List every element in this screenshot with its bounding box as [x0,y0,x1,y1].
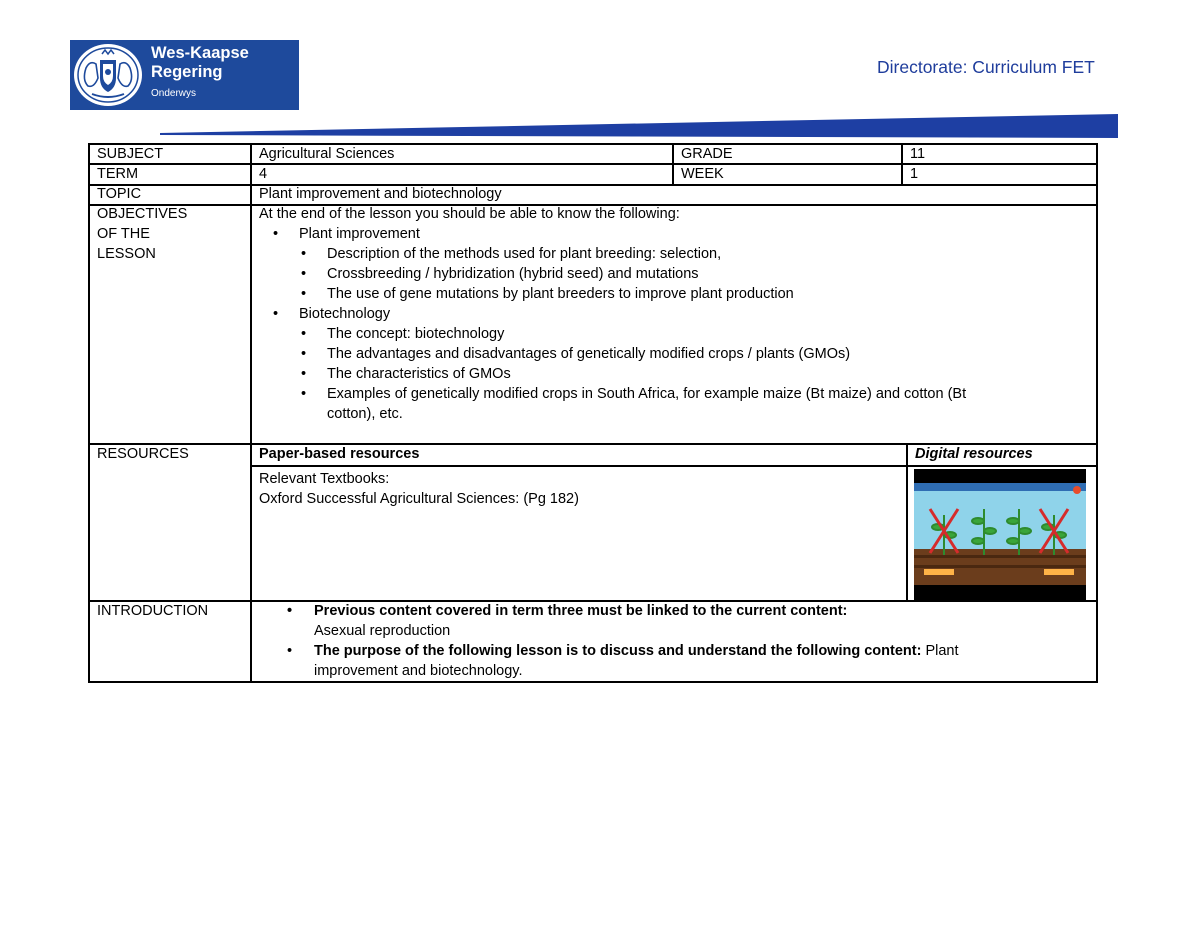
list-item [259,384,1096,424]
objectives-label-line: OF THE [97,226,150,242]
list-item: • The characteristics of GMOs [259,364,1096,384]
digital-resources-heading: Digital resources [915,446,1033,462]
logo-text-line2: Regering [151,63,223,81]
list-item: • Previous content covered in term three must be linked to the current content: [259,601,1096,621]
table-border-bottom [88,681,1098,683]
topic-value: Plant improvement and biotechnology [259,186,502,202]
introduction-label: INTRODUCTION [97,603,209,619]
term-label: TERM [97,166,139,182]
list-item: • Plant improvement [259,224,1096,244]
relevant-textbooks-label: Relevant Textbooks: [259,471,390,487]
resources-label: RESOURCES [97,446,189,462]
table-row-divider [88,163,1098,165]
introduction-content [252,601,1096,681]
topic-label: TOPIC [97,186,142,202]
lesson-plan-table [88,143,1098,683]
relevant-textbooks [252,469,579,509]
week-value: 1 [910,166,919,182]
list-item-text: improvement and biotechnology. [314,663,523,679]
intro-2-bold: The purpose of the following lesson is to discuss and understand the following content: [314,643,922,659]
table-col-divider [906,443,908,601]
list-item-text: Asexual reproduction [314,623,451,639]
table-border-top [88,143,1098,145]
grade-value: 11 [910,146,926,162]
coat-of-arms-icon [72,42,144,108]
list-item: • The concept: biotechnology [259,324,1096,344]
paper-resources-heading: Paper-based resources [259,446,420,462]
subject-value: Agricultural Sciences [259,146,395,162]
list-item: • Description of the methods used for plant breeding: selection, [259,244,1096,264]
logo-text-line3: Onderwys [151,88,197,99]
table-row-divider [250,465,1098,467]
objectives-label [90,204,187,264]
objectives-content [252,204,1096,424]
table-row-divider [88,184,1098,186]
header-divider-bar [160,114,1118,138]
list-item: • Crossbreeding / hybridization (hybrid seed) and mutations [259,264,1096,284]
list-item: • The use of gene mutations by plant breeders to improve plant production [259,284,1096,304]
grade-label: GRADE [681,146,733,162]
list-item: • Biotechnology [259,304,1096,324]
video-thumbnail[interactable] [914,469,1086,600]
table-border-right [1096,143,1098,683]
subject-label: SUBJECT [97,146,164,162]
objectives-label-line: LESSON [97,246,156,262]
list-item-line: • Examples of genetically modified crops in South Africa, for example maize (Bt maize) and cotton (Bt [327,386,967,402]
objectives-label-line: OBJECTIVES [97,206,188,222]
intro-2-text: Plant [921,643,959,659]
logo-text-line1: Wes-Kaapse [151,44,249,62]
week-label: WEEK [681,166,724,182]
term-value: 4 [259,166,268,182]
list-item-line: cotton), etc. [327,406,403,422]
list-item [259,641,1096,661]
textbook-title: Oxford Successful Agricultural Sciences: (Pg 182) [259,491,579,507]
list-item: • The advantages and disadvantages of genetically modified crops / plants (GMOs) [259,344,1096,364]
directorate-title: Directorate: Curriculum FET [877,57,1095,77]
logo [70,40,299,110]
objectives-intro: At the end of the lesson you should be able to know the following: [259,206,680,222]
